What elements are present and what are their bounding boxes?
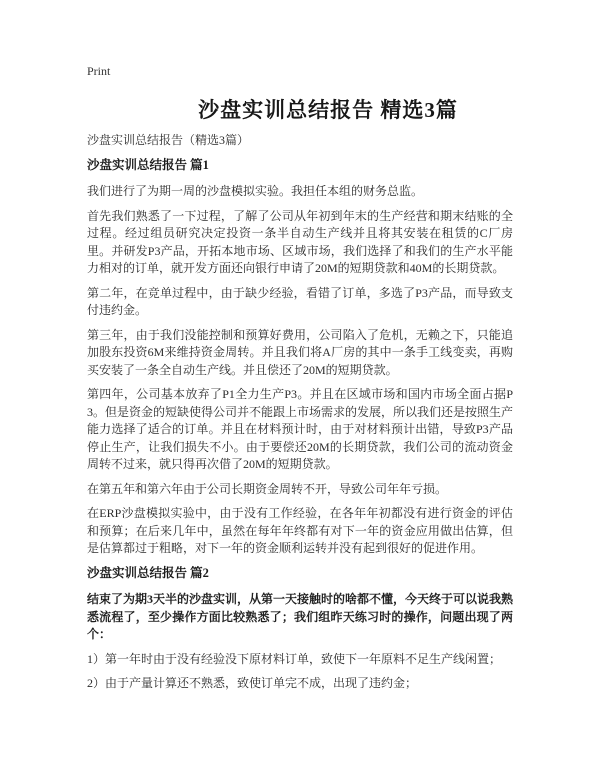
section-1-paragraph-6: 在第五年和第六年由于公司长期资金周转不开，导致公司年年亏损。	[87, 481, 448, 496]
section-2-list-item-2: 2）由于产量计算还不熟悉，致使订单完不成，出现了违约金；	[87, 676, 418, 690]
print-link[interactable]: Print	[87, 64, 111, 78]
section-1-heading: 沙盘实训总结报告 篇1	[87, 157, 209, 172]
section-1-paragraph-3: 第二年，在竞单过程中，由于缺少经验，看错了订单，多选了P3产品，而导致支付违约金。	[87, 285, 513, 317]
section-2-list-item-1: 1）第一年时由于没有经验没下原材料订单，致使下一年原料不足生产线闲置；	[87, 651, 502, 666]
section-1-paragraph-2: 首先我们熟悉了一下过程，了解了公司从年初到年末的生产经营和期末结账的全过程。经过组员研究决定投资一条半自动生产线并且将其安装在租赁的C厂房里。并研发P3产品，开拓本地市场、区域市场，我们选择了和我们的生产水平能力相对的订单，就开发方面还向银行申请了20M的短期贷款和40M的长期贷款。	[87, 208, 513, 275]
section-1-paragraph-5: 第四年，公司基本放弃了P1全力生产P3。并且在区域市场和国内市场全面占据P3。但是资金的短缺使得公司并不能跟上市场需求的发展，所以我们还是按照生产能力选择了适合的订单。并且在材料预计时，由于对材料预计出错，导致P3产品停止生产，让我们损失不小。由于要偿还20M的长期贷款，我们公司的流动资金周转不过来，就只得再次借了20M的短期贷款。	[87, 387, 514, 471]
doc-subtitle: 沙盘实训总结报告（精选3篇）	[87, 133, 250, 147]
section-1-paragraph-7: 在ERP沙盘模拟实验中，由于没有工作经验，在各年年初都没有进行资金的评估和预算；在后来几年中，虽然在每年年终都有对下一年的资金应用做出估算，但是估算都过于粗略，对下一年的资金顺利运转并没有起到很好的促进作用。	[87, 506, 513, 555]
page-title: 沙盘实训总结报告 精选3篇	[198, 98, 458, 122]
section-2-lead-paragraph: 结束了为期3天半的沙盘实训，从第一天接触时的啥都不懂，今天终于可以说我熟悉流程了，至少操作方面比较熟悉了；我们组昨天练习时的操作，问题出现了两个：	[87, 592, 514, 641]
section-2-heading: 沙盘实训总结报告 篇2	[87, 565, 209, 580]
section-1-paragraph-4: 第三年，由于我们没能控制和预算好费用，公司陷入了危机，无赖之下，只能追加股东投资6M来维持资金周转。并且我们将A厂房的其中一条手工线变卖，再购买安装了一条全自动生产线。并且偿还了20M的短期贷款。	[87, 327, 513, 377]
section-1-paragraph-1: 我们进行了为期一周的沙盘模拟实验。我担任本组的财务总监。	[87, 184, 424, 198]
